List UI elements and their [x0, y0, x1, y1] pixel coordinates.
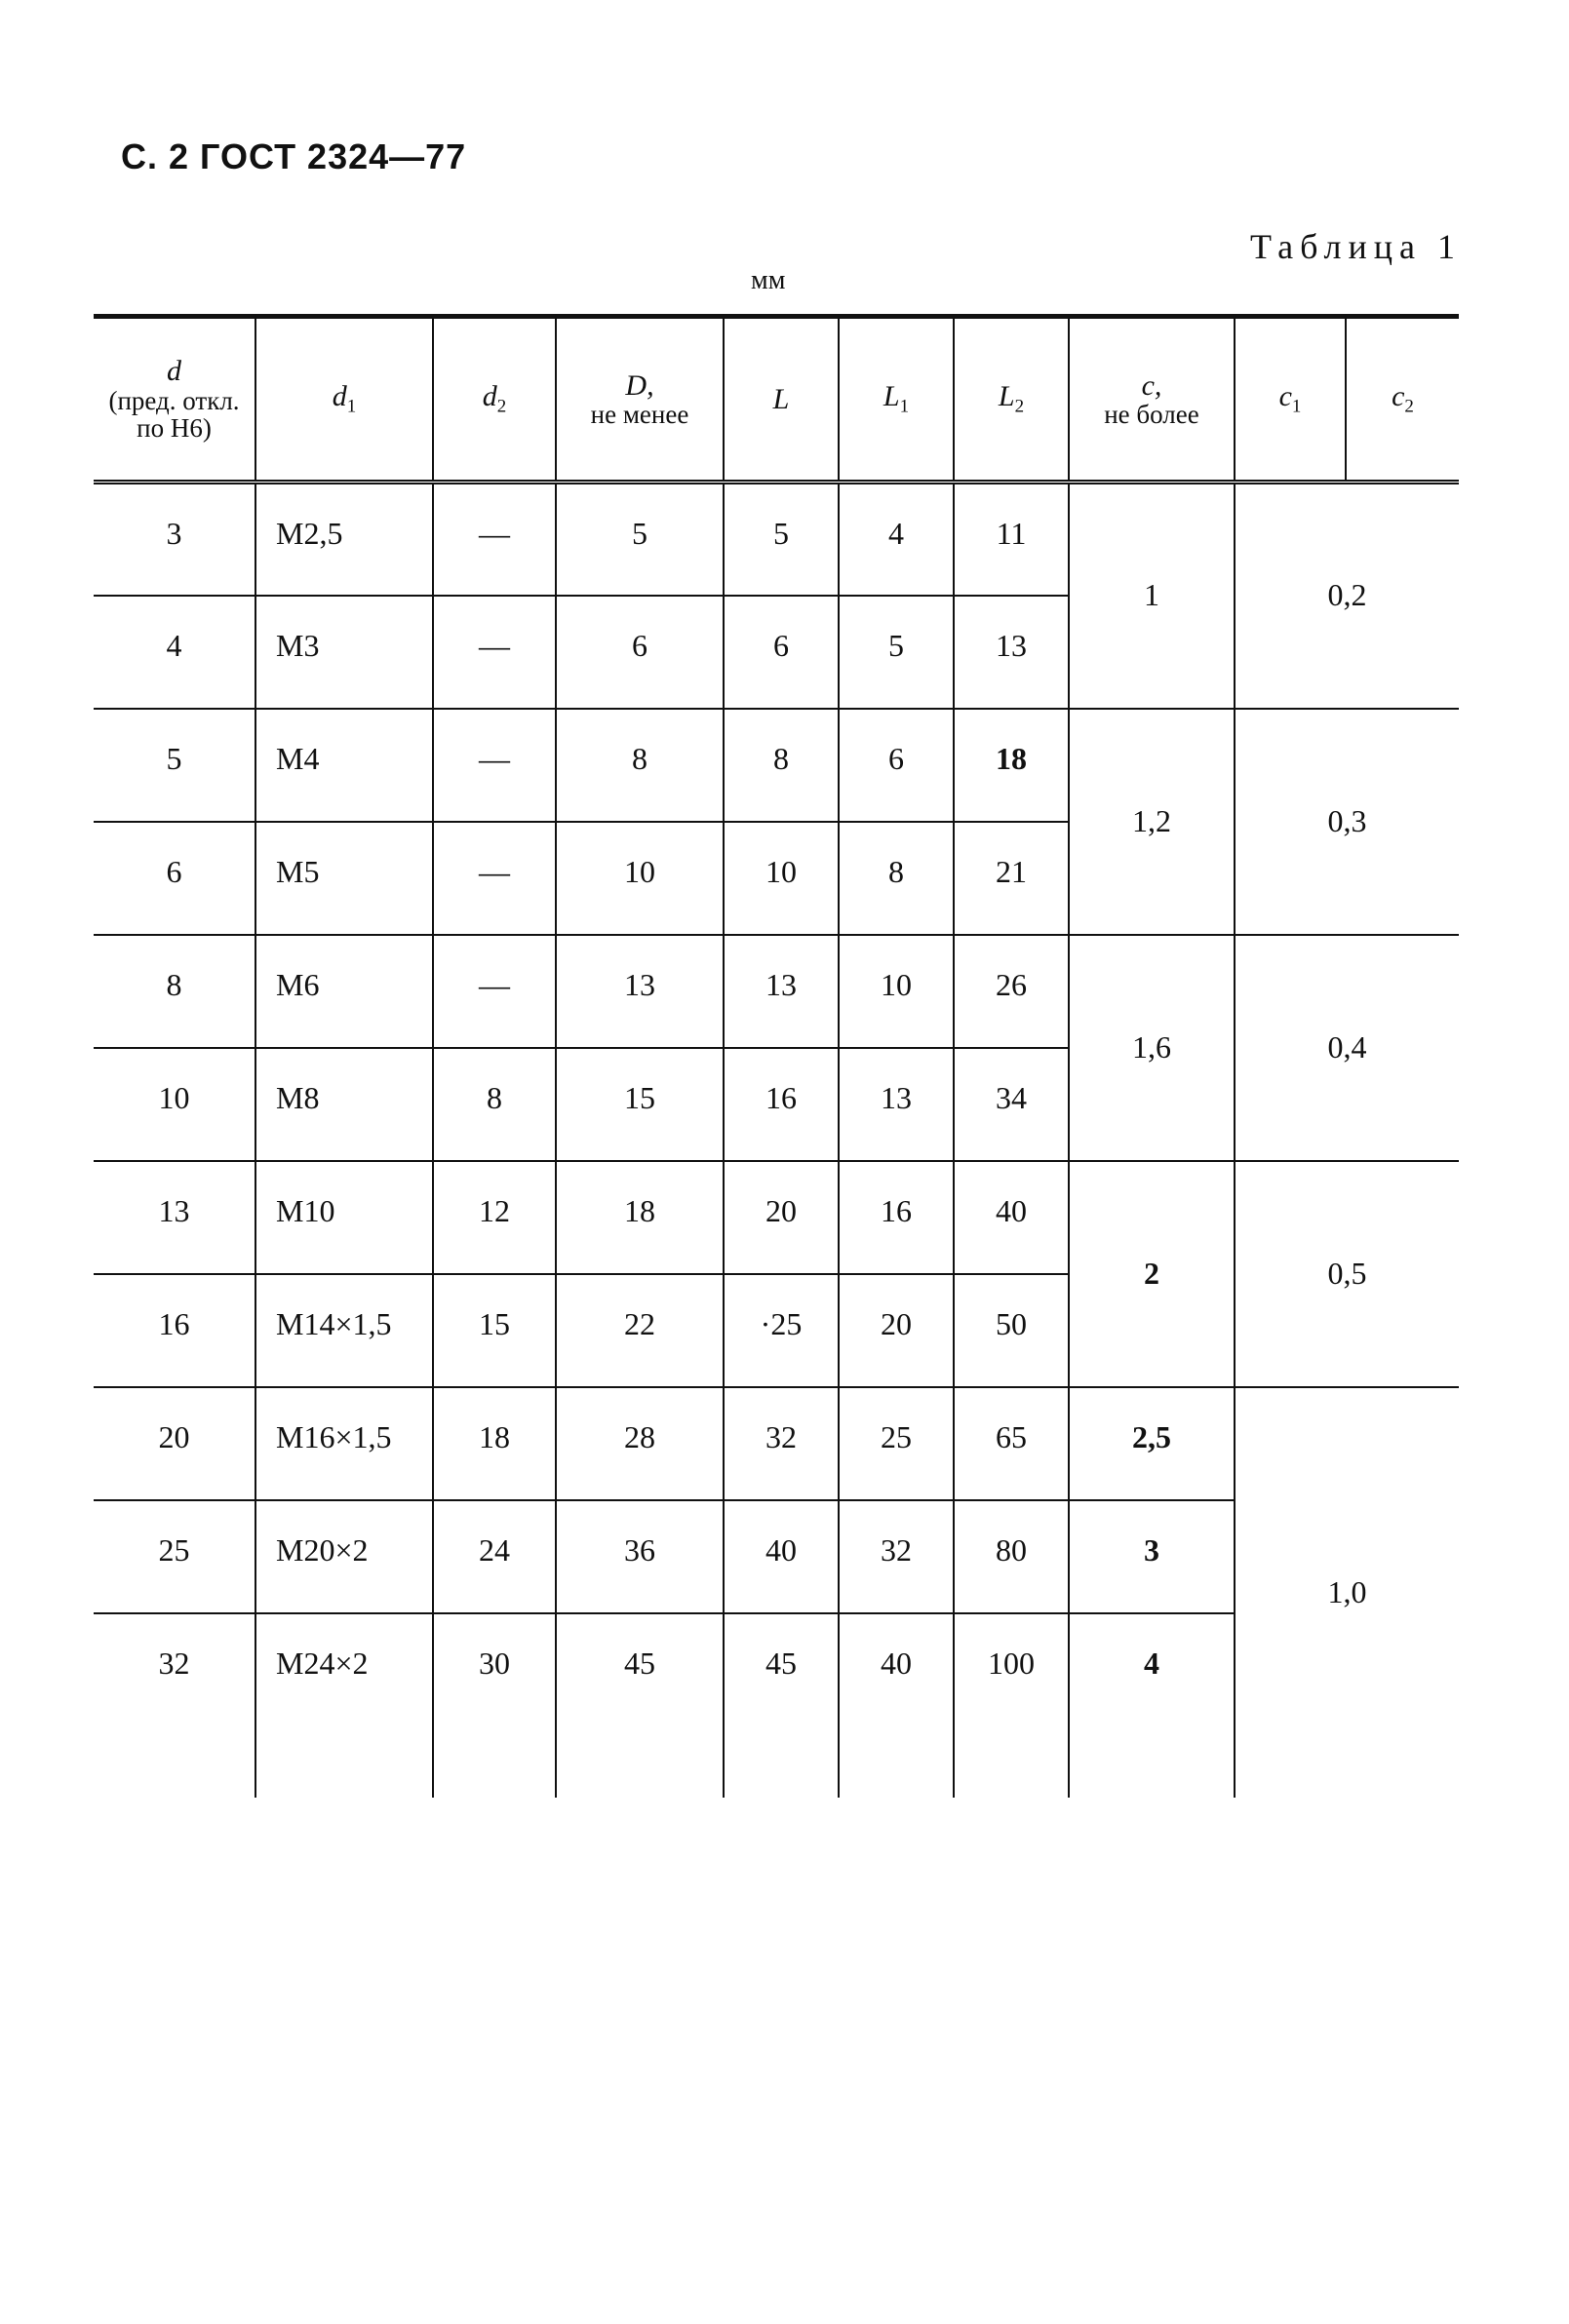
cell-D: 36 — [556, 1500, 724, 1613]
col-header-c1: $c_1$ — [1235, 317, 1346, 483]
cell-c1-c2: 0,5 — [1235, 1161, 1459, 1387]
cell-d1: M14×1,5 — [255, 1274, 433, 1387]
cell-L: 13 — [724, 935, 839, 1048]
table-label: Таблица 1 — [1250, 227, 1462, 266]
cell-L2: 18 — [954, 709, 1069, 822]
cell-L2: 65 — [954, 1387, 1069, 1500]
cell-L: 6 — [724, 596, 839, 709]
cell-d1: M10 — [255, 1161, 433, 1274]
cell-D: 10 — [556, 822, 724, 935]
cell-L2: 50 — [954, 1274, 1069, 1387]
cell-d: 25 — [94, 1500, 255, 1613]
header-row — [94, 317, 1459, 483]
cell-L2: 11 — [954, 483, 1069, 596]
cell-L: 45 — [724, 1613, 839, 1798]
cell-L1: 25 — [839, 1387, 954, 1500]
cell-L: 16 — [724, 1048, 839, 1161]
cell-c1-c2: 1,0 — [1235, 1387, 1459, 1798]
cell-L1: 16 — [839, 1161, 954, 1274]
cell-d: 32 — [94, 1613, 255, 1798]
cell-L2: 40 — [954, 1161, 1069, 1274]
cell-D: 6 — [556, 596, 724, 709]
cell-L: ·25 — [724, 1274, 839, 1387]
cell-L: 10 — [724, 822, 839, 935]
cell-c: 1 — [1069, 483, 1235, 709]
cell-d1: M3 — [255, 596, 433, 709]
cell-d1: M24×2 — [255, 1613, 433, 1798]
cell-c1-c2: 0,3 — [1235, 709, 1459, 935]
cell-d: 3 — [166, 516, 182, 551]
cell-c: 1,2 — [1069, 709, 1235, 935]
cell-c1-c2: 0,4 — [1235, 935, 1459, 1161]
col-header-d: d (пред. откл. по H6) — [108, 355, 240, 444]
cell-D: 45 — [556, 1613, 724, 1798]
col-header-L1: $L_1$ — [839, 317, 954, 483]
cell-D: 8 — [556, 709, 724, 822]
table-row — [94, 1161, 1459, 1274]
cell-L1: 4 — [839, 483, 954, 596]
cell-d2: — — [433, 822, 556, 935]
units-label: мм — [751, 265, 786, 295]
cell-c: 1,6 — [1069, 935, 1235, 1161]
cell-d2: 15 — [433, 1274, 556, 1387]
cell-c: 3 — [1069, 1500, 1235, 1613]
cell-d: 4 — [94, 596, 255, 709]
cell-L2: 21 — [954, 822, 1069, 935]
cell-L1: 8 — [839, 822, 954, 935]
cell-L: 20 — [724, 1161, 839, 1274]
col-header-d2: $d_2$ — [433, 317, 556, 483]
cell-L1: 6 — [839, 709, 954, 822]
cell-D: 5 — [556, 483, 724, 596]
table-row — [94, 483, 1459, 596]
cell-d2: — — [433, 596, 556, 709]
cell-L1: 5 — [839, 596, 954, 709]
cell-d2: 18 — [433, 1387, 556, 1500]
table-row — [94, 709, 1459, 822]
cell-L2: 13 — [954, 596, 1069, 709]
cell-d: 13 — [94, 1161, 255, 1274]
cell-L2: 80 — [954, 1500, 1069, 1613]
col-header-c2: $c_2$ — [1346, 317, 1459, 483]
cell-L1: 40 — [839, 1613, 954, 1798]
cell-c: 2,5 — [1069, 1387, 1235, 1500]
cell-d2: 12 — [433, 1161, 556, 1274]
cell-d2: 24 — [433, 1500, 556, 1613]
cell-c: 4 — [1069, 1613, 1235, 1798]
cell-D: 13 — [556, 935, 724, 1048]
cell-d2: 8 — [433, 1048, 556, 1161]
cell-D: 15 — [556, 1048, 724, 1161]
col-header-D: D, не менее — [556, 317, 724, 483]
cell-d1: M8 — [255, 1048, 433, 1161]
cell-d1: M4 — [255, 709, 433, 822]
cell-d1: M16×1,5 — [255, 1387, 433, 1500]
cell-L1: 13 — [839, 1048, 954, 1161]
cell-c: 2 — [1069, 1161, 1235, 1387]
cell-d2: — — [433, 935, 556, 1048]
cell-D: 28 — [556, 1387, 724, 1500]
col-header-L: L — [724, 317, 839, 483]
col-header-c: c, не более — [1069, 317, 1235, 483]
cell-d: 10 — [94, 1048, 255, 1161]
cell-L1: 10 — [839, 935, 954, 1048]
cell-L1: 20 — [839, 1274, 954, 1387]
cell-L: 32 — [724, 1387, 839, 1500]
cell-d: 5 — [94, 709, 255, 822]
cell-d1: M20×2 — [255, 1500, 433, 1613]
cell-L: 5 — [724, 483, 839, 596]
cell-D: 18 — [556, 1161, 724, 1274]
cell-d2: 30 — [433, 1613, 556, 1798]
page-header: С. 2 ГОСТ 2324—77 — [121, 136, 467, 176]
cell-d: 16 — [94, 1274, 255, 1387]
cell-d1: M5 — [255, 822, 433, 935]
cell-d1: M2,5 — [255, 483, 433, 596]
cell-L: 8 — [724, 709, 839, 822]
cell-L: 40 — [724, 1500, 839, 1613]
cell-d: 6 — [94, 822, 255, 935]
dimensions-table — [94, 314, 1459, 1798]
table-row — [94, 1387, 1459, 1500]
cell-D: 22 — [556, 1274, 724, 1387]
table-row — [94, 935, 1459, 1048]
col-header-L2: $L_2$ — [954, 317, 1069, 483]
cell-L1: 32 — [839, 1500, 954, 1613]
cell-d: 8 — [94, 935, 255, 1048]
cell-d: 20 — [94, 1387, 255, 1500]
cell-L2: 100 — [954, 1613, 1069, 1798]
cell-d1: M6 — [255, 935, 433, 1048]
col-header-d1: $d_1$ — [255, 317, 433, 483]
cell-c1-c2: 0,2 — [1235, 483, 1459, 709]
cell-L2: 34 — [954, 1048, 1069, 1161]
cell-d2: — — [433, 709, 556, 822]
cell-L2: 26 — [954, 935, 1069, 1048]
cell-d2: — — [433, 483, 556, 596]
